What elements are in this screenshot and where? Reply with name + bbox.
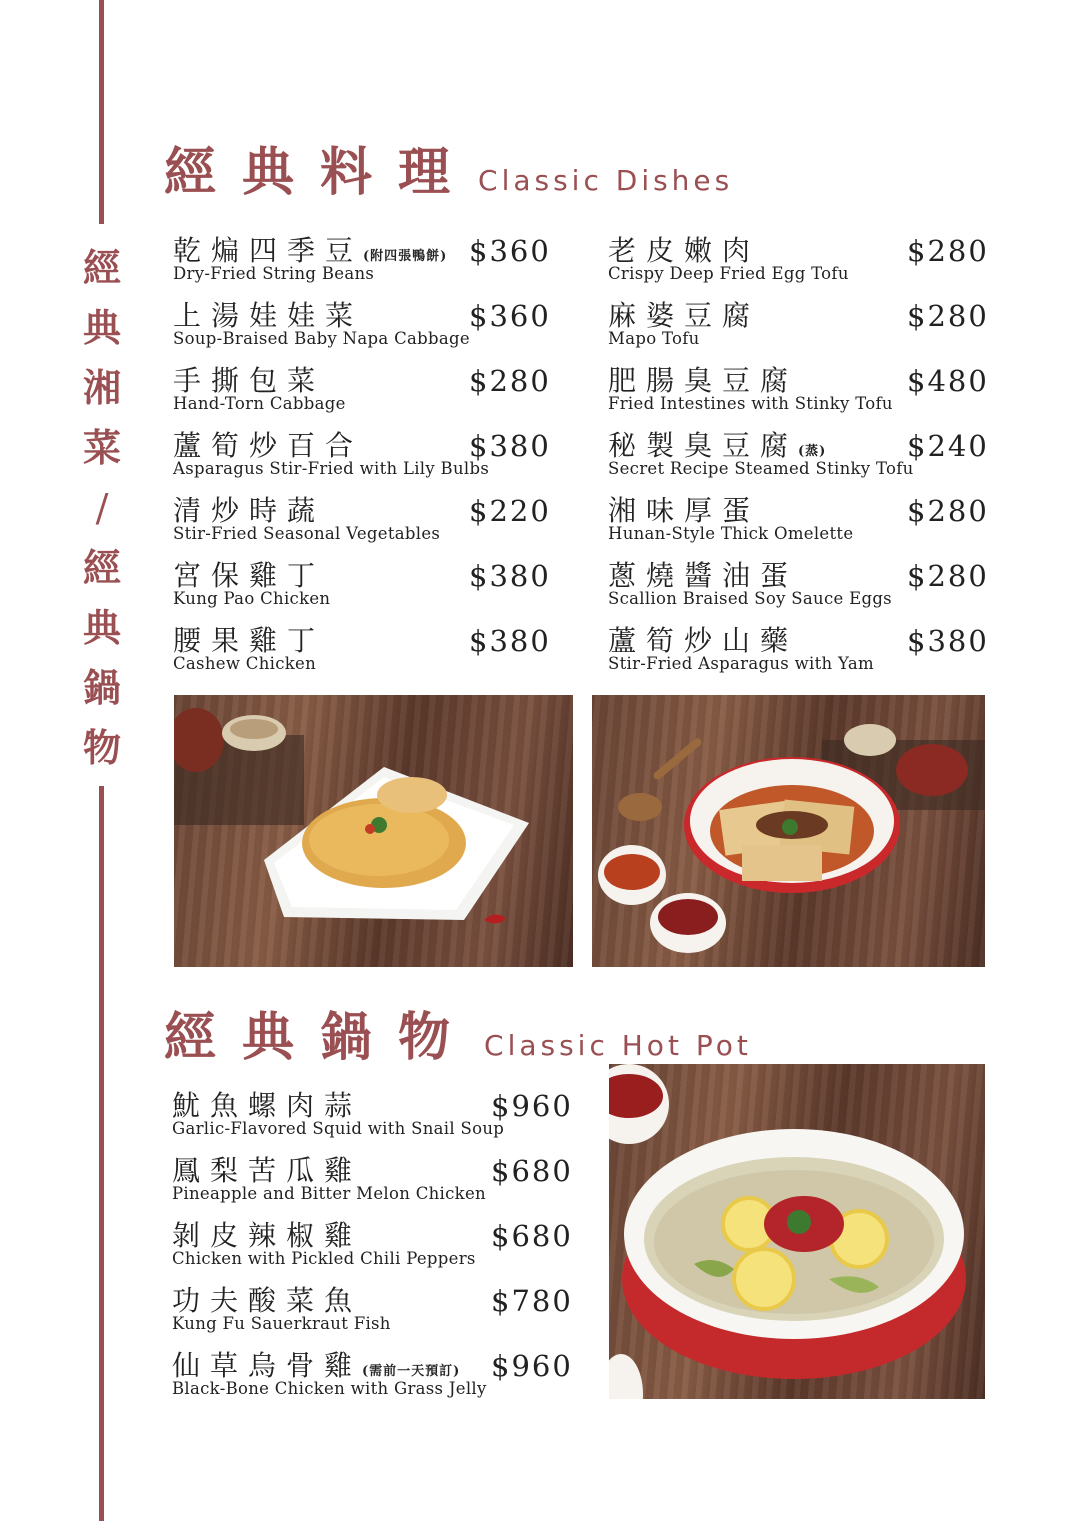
dish-price: $280 bbox=[907, 494, 989, 528]
menu-item bbox=[608, 234, 997, 294]
classic-dishes-title-en: Classic Dishes bbox=[478, 164, 734, 197]
menu-item bbox=[173, 624, 559, 684]
menu-item bbox=[172, 1284, 581, 1344]
menu-item bbox=[172, 1219, 581, 1279]
dish-name-zh: 功夫酸菜魚 bbox=[172, 1284, 363, 1317]
dish-name-zh: 蔥燒醬油蛋 bbox=[608, 559, 799, 592]
menu-item bbox=[172, 1154, 581, 1214]
vertical-title-char: 鍋 bbox=[82, 665, 121, 710]
dish-name-en: Hand-Torn Cabbage bbox=[173, 394, 346, 413]
classic-hotpot-title-en: Classic Hot Pot bbox=[484, 1029, 752, 1062]
dish-name-zh: 剝皮辣椒雞 bbox=[172, 1219, 363, 1252]
dish-name-en: Stir-Fried Asparagus with Yam bbox=[608, 654, 874, 673]
dish-name-en: Chicken with Pickled Chili Peppers bbox=[172, 1249, 476, 1268]
dish-price: $280 bbox=[907, 234, 989, 268]
dish-name-zh: 腰果雞丁 bbox=[173, 624, 326, 657]
dish-name-zh: 乾煸四季豆(附四張鴨餅) bbox=[173, 234, 448, 267]
dish-name-en: Pineapple and Bitter Melon Chicken bbox=[172, 1184, 486, 1203]
dish-price: $280 bbox=[907, 559, 989, 593]
dish-price: $680 bbox=[491, 1219, 573, 1253]
dish-price: $380 bbox=[469, 429, 551, 463]
menu-item bbox=[608, 559, 997, 619]
dish-name-zh: 肥腸臭豆腐 bbox=[608, 364, 799, 397]
dish-name-en: Soup-Braised Baby Napa Cabbage bbox=[173, 329, 470, 348]
dish-name-zh: 湘味厚蛋 bbox=[608, 494, 761, 527]
menu-item bbox=[173, 364, 559, 424]
vertical-title-char: 經 bbox=[82, 545, 121, 590]
menu-item bbox=[608, 494, 997, 554]
dish-name-en: Stir-Fried Seasonal Vegetables bbox=[173, 524, 441, 543]
stinky-tofu-illustration bbox=[592, 695, 985, 967]
vertical-title-char: / bbox=[95, 486, 109, 530]
dish-price: $220 bbox=[469, 494, 551, 528]
menu-item bbox=[173, 494, 559, 554]
dish-price: $780 bbox=[491, 1284, 573, 1318]
dish-price: $280 bbox=[469, 364, 551, 398]
classic-dishes-title-zh: 經典料理 bbox=[164, 142, 477, 203]
photo-hunan-omelette bbox=[174, 695, 573, 967]
dish-name-zh: 手撕包菜 bbox=[173, 364, 326, 397]
dish-name-en: Kung Fu Sauerkraut Fish bbox=[172, 1314, 391, 1333]
menu-item bbox=[608, 429, 997, 489]
vertical-title-char: 經 bbox=[82, 245, 121, 290]
dish-price: $280 bbox=[907, 299, 989, 333]
vertical-section-title bbox=[80, 238, 124, 778]
dish-name-en: Fried Intestines with Stinky Tofu bbox=[608, 394, 893, 413]
menu-item bbox=[172, 1089, 581, 1149]
dish-note: (附四張鴨餅) bbox=[363, 249, 448, 264]
classic-hotpot-heading bbox=[164, 995, 752, 1070]
dish-name-zh: 清炒時蔬 bbox=[173, 494, 326, 527]
menu-item bbox=[608, 364, 997, 424]
dish-name-en: Black-Bone Chicken with Grass Jelly bbox=[172, 1379, 487, 1398]
classic-dishes-heading bbox=[164, 130, 733, 205]
dish-price: $380 bbox=[469, 559, 551, 593]
omelette-illustration bbox=[174, 695, 573, 967]
dish-price: $680 bbox=[491, 1154, 573, 1188]
dish-price: $960 bbox=[491, 1089, 573, 1123]
classic-hotpot-title-zh: 經典鍋物 bbox=[164, 1007, 477, 1068]
vertical-title-char: 典 bbox=[82, 305, 121, 350]
vertical-title-char: 湘 bbox=[82, 365, 121, 410]
dish-name-en: Dry-Fried String Beans bbox=[173, 264, 375, 283]
dish-name-zh: 上湯娃娃菜 bbox=[173, 299, 364, 332]
dish-price: $360 bbox=[469, 234, 551, 268]
dish-name-en: Cashew Chicken bbox=[173, 654, 317, 673]
dish-name-en: Kung Pao Chicken bbox=[173, 589, 331, 608]
dish-name-zh: 魷魚螺肉蒜 bbox=[172, 1089, 363, 1122]
menu-item bbox=[173, 429, 559, 489]
dish-name-en: Hunan-Style Thick Omelette bbox=[608, 524, 854, 543]
dish-name-en: Garlic-Flavored Squid with Snail Soup bbox=[172, 1119, 505, 1138]
dish-price: $360 bbox=[469, 299, 551, 333]
dish-price: $960 bbox=[491, 1349, 573, 1383]
dish-name-en: Scallion Braised Soy Sauce Eggs bbox=[608, 589, 892, 608]
dish-name-en: Crispy Deep Fried Egg Tofu bbox=[608, 264, 849, 283]
menu-item bbox=[173, 234, 559, 294]
dish-name-zh: 蘆筍炒山藥 bbox=[608, 624, 799, 657]
vertical-title-char: 菜 bbox=[82, 425, 121, 470]
dish-note: (需前一天預訂) bbox=[362, 1364, 461, 1379]
dish-price: $480 bbox=[907, 364, 989, 398]
menu-item bbox=[173, 299, 559, 359]
decorative-line-bottom bbox=[99, 786, 104, 1521]
menu-item bbox=[173, 559, 559, 619]
vertical-title-char: 典 bbox=[82, 605, 121, 650]
dish-price: $380 bbox=[469, 624, 551, 658]
dish-name-zh: 蘆筍炒百合 bbox=[173, 429, 364, 462]
dish-name-en: Mapo Tofu bbox=[608, 329, 700, 348]
vertical-title-char: 物 bbox=[82, 725, 121, 770]
hotpot-illustration bbox=[609, 1064, 985, 1399]
menu-item bbox=[608, 624, 997, 684]
menu-item bbox=[608, 299, 997, 359]
dish-name-en: Secret Recipe Steamed Stinky Tofu bbox=[608, 459, 914, 478]
dish-price: $380 bbox=[907, 624, 989, 658]
dish-name-zh: 鳳梨苦瓜雞 bbox=[172, 1154, 363, 1187]
menu-item bbox=[172, 1349, 581, 1409]
dish-name-zh: 宮保雞丁 bbox=[173, 559, 326, 592]
dish-note: (蒸) bbox=[798, 444, 827, 459]
dish-name-zh: 麻婆豆腐 bbox=[608, 299, 761, 332]
dish-price: $240 bbox=[907, 429, 989, 463]
dish-name-en: Asparagus Stir-Fried with Lily Bulbs bbox=[173, 459, 490, 478]
dish-name-zh: 秘製臭豆腐(蒸) bbox=[608, 429, 827, 462]
photo-sauerkraut-fish-hotpot bbox=[609, 1064, 985, 1399]
decorative-line-top bbox=[99, 0, 104, 224]
dish-name-zh: 老皮嫩肉 bbox=[608, 234, 761, 267]
photo-steamed-stinky-tofu bbox=[592, 695, 985, 967]
dish-name-zh: 仙草烏骨雞(需前一天預訂) bbox=[172, 1349, 461, 1382]
